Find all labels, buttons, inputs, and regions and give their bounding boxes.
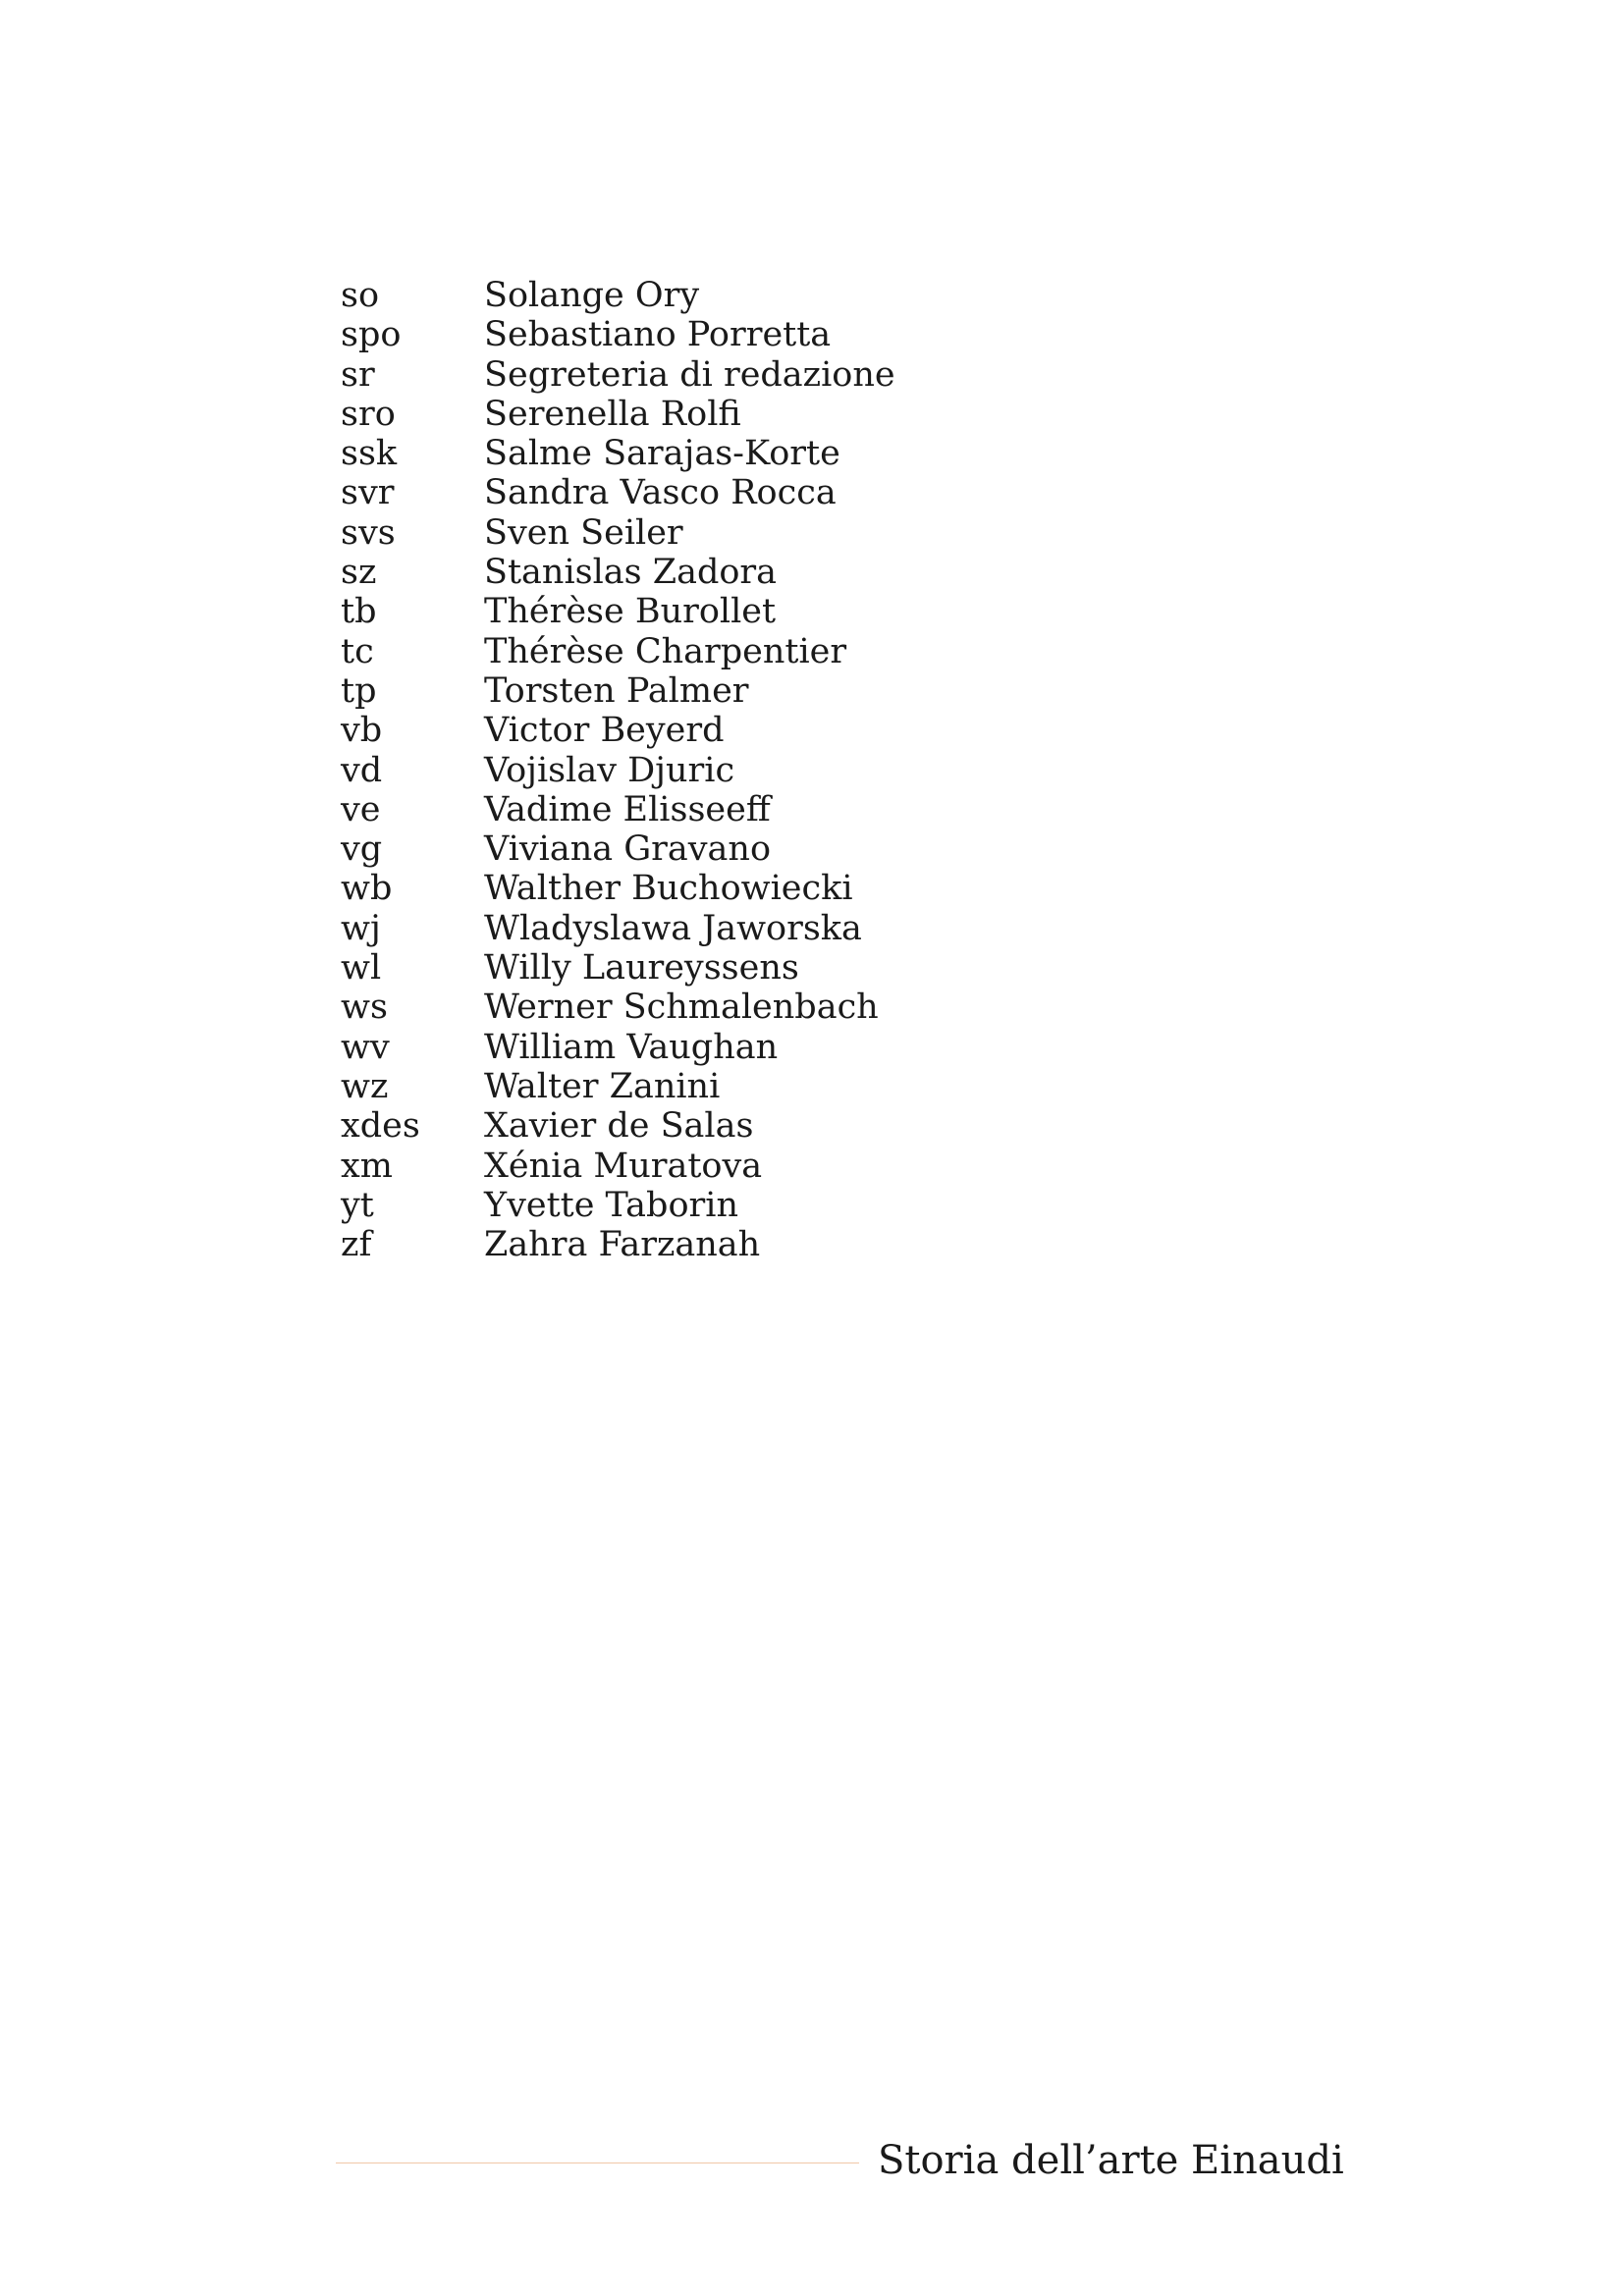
contributor-name: Zahra Farzanah (484, 1225, 761, 1265)
contributor-abbreviation: yt (341, 1185, 374, 1225)
contributor-name: Wladyslawa Jaworska (484, 908, 862, 948)
contributor-name: Serenella Rolfi (484, 394, 741, 434)
contributor-name: Willy Laureyssens (484, 948, 799, 988)
contributor-abbreviation: sro (341, 394, 396, 434)
contributor-abbreviation: ssk (341, 434, 398, 474)
contributor-abbreviation: svs (341, 512, 396, 553)
contributor-abbreviation: svr (341, 473, 395, 513)
footer-title: Storia dell’arte Einaudi (878, 2138, 1344, 2183)
contributor-name: Xavier de Salas (484, 1106, 754, 1147)
contributor-abbreviation: so (341, 276, 380, 315)
contributor-abbreviation: ve (341, 789, 381, 829)
contributor-name: Sven Seiler (484, 512, 683, 553)
contributor-name: Walther Buchowiecki (484, 869, 853, 909)
contributor-name: Sandra Vasco Rocca (484, 473, 837, 513)
contributor-name: William Vaughan (484, 1027, 779, 1067)
contributor-abbreviation: sz (341, 553, 377, 593)
contributor-abbreviation: vd (341, 750, 383, 790)
contributor-name: Vojislav Djuric (484, 750, 735, 790)
contributor-abbreviation: wz (341, 1066, 389, 1106)
contributor-name: Sebastiano Porretta (484, 315, 832, 355)
contributor-abbreviation: wv (341, 1027, 390, 1067)
contributor-abbreviation: vg (341, 829, 383, 870)
contributor-name: Torsten Palmer (484, 670, 749, 711)
contributor-abbreviation: wl (341, 948, 382, 988)
page-footer (336, 2136, 1344, 2185)
contributor-abbreviation: tp (341, 670, 377, 711)
contributor-name: Salme Sarajas-Korte (484, 434, 840, 474)
contributor-name: Thérèse Burollet (484, 592, 777, 632)
contributor-abbreviation: wb (341, 869, 393, 909)
contributor-name: Viviana Gravano (484, 829, 772, 870)
contributor-abbreviation: vb (341, 711, 383, 751)
contributor-name: Walter Zanini (484, 1066, 721, 1106)
contributor-name: Stanislas Zadora (484, 553, 778, 593)
contributor-name: Segreteria di redazione (484, 354, 895, 395)
contributor-name: Solange Ory (484, 276, 700, 315)
contributor-name: Yvette Taborin (484, 1185, 738, 1225)
contributor-name: Vadime Elisseeff (484, 789, 771, 829)
contributor-name: Thérèse Charpentier (484, 631, 847, 671)
contributor-abbreviation: zf (341, 1225, 372, 1265)
contributor-abbreviation: ws (341, 988, 388, 1028)
contributor-name: Xénia Muratova (484, 1146, 763, 1186)
contributor-abbreviation: xm (341, 1146, 393, 1186)
contributor-abbreviation: tb (341, 592, 377, 632)
contributor-abbreviation: tc (341, 631, 374, 671)
contributor-name: Victor Beyerd (484, 711, 725, 751)
contributor-abbreviation: xdes (341, 1106, 420, 1147)
contributor-abbreviation: sr (341, 354, 375, 395)
contributor-name: Werner Schmalenbach (484, 988, 879, 1028)
contributor-abbreviation: wj (341, 908, 381, 948)
contributor-abbreviation: spo (341, 315, 402, 355)
